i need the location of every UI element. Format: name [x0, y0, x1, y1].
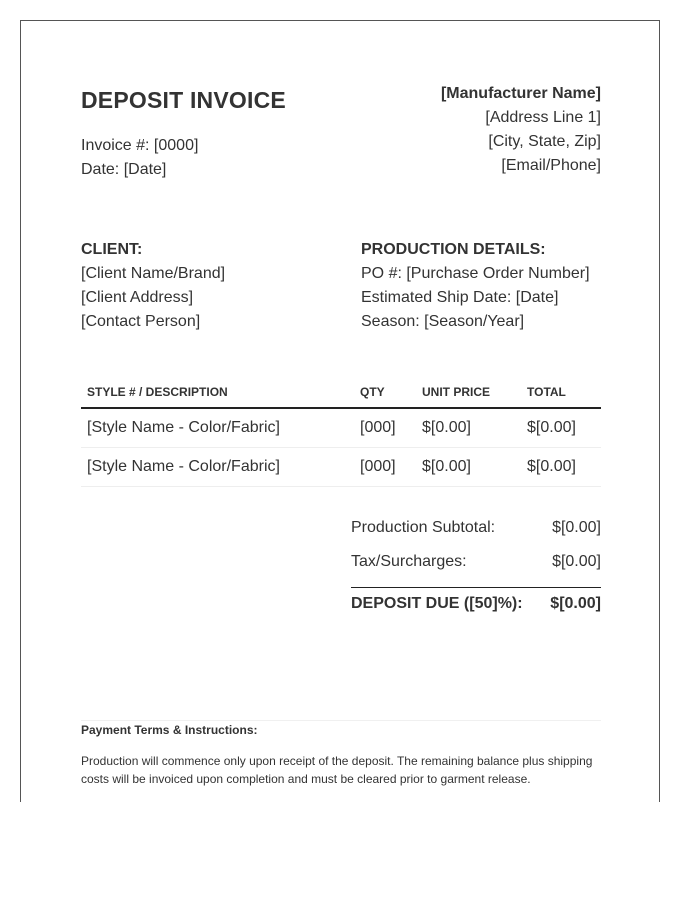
row-description: [Style Name - Color/Fabric] — [81, 448, 360, 487]
deposit-due-value: $[0.00] — [550, 595, 601, 612]
terms-text: Production will commence only upon receipt of the deposit. The remaining balance plus shipping costs will be invoiced upon completion and must be cleared prior to garment release. — [81, 754, 593, 786]
header-total: TOTAL — [527, 377, 601, 408]
client-heading: CLIENT: — [81, 241, 143, 258]
subtotal-row — [351, 511, 601, 545]
invoice-title: DEPOSIT INVOICE — [81, 87, 286, 113]
production-ship-date: Estimated Ship Date: [Date] — [361, 289, 559, 306]
invoice-meta — [81, 134, 198, 182]
client-address: [Client Address] — [81, 289, 194, 306]
terms-divider — [81, 720, 601, 721]
production-details-block — [361, 238, 590, 334]
manufacturer-block — [441, 82, 601, 178]
invoice-number: Invoice #: [0000] — [81, 137, 199, 154]
row-total: $[0.00] — [527, 408, 601, 448]
terms-heading: Payment Terms & Instructions: — [81, 723, 258, 737]
production-season: Season: [Season/Year] — [361, 313, 525, 330]
production-po: PO #: [Purchase Order Number] — [361, 265, 590, 282]
row-unit-price: $[0.00] — [422, 408, 527, 448]
header-unit-price: UNIT PRICE — [422, 377, 527, 408]
row-description: [Style Name - Color/Fabric] — [81, 408, 360, 448]
manufacturer-city: [City, State, Zip] — [488, 133, 601, 150]
manufacturer-address: [Address Line 1] — [485, 109, 601, 126]
client-name: [Client Name/Brand] — [81, 265, 226, 282]
line-items-table — [81, 377, 601, 487]
row-unit-price: $[0.00] — [422, 448, 527, 487]
subtotal-label: Production Subtotal: — [351, 519, 496, 536]
invoice-page — [20, 20, 660, 802]
client-contact: [Contact Person] — [81, 313, 201, 330]
totals-block — [351, 511, 601, 620]
row-total: $[0.00] — [527, 448, 601, 487]
header-qty: QTY — [360, 377, 422, 408]
deposit-due-label: DEPOSIT DUE ([50]%): — [351, 595, 523, 612]
subtotal-value: $[0.00] — [552, 519, 601, 536]
table-row — [81, 448, 601, 487]
table-row — [81, 408, 601, 448]
tax-value: $[0.00] — [552, 553, 601, 570]
client-block — [81, 238, 225, 334]
manufacturer-contact: [Email/Phone] — [501, 157, 601, 174]
table-header-row — [81, 377, 601, 408]
tax-label: Tax/Surcharges: — [351, 553, 467, 570]
deposit-due-row — [351, 588, 601, 620]
invoice-date: Date: [Date] — [81, 161, 167, 178]
production-heading: PRODUCTION DETAILS: — [361, 241, 546, 258]
row-qty: [000] — [360, 448, 422, 487]
manufacturer-name: [Manufacturer Name] — [440, 85, 601, 102]
tax-row — [351, 545, 601, 579]
header-description: STYLE # / DESCRIPTION — [81, 377, 360, 408]
row-qty: [000] — [360, 408, 422, 448]
